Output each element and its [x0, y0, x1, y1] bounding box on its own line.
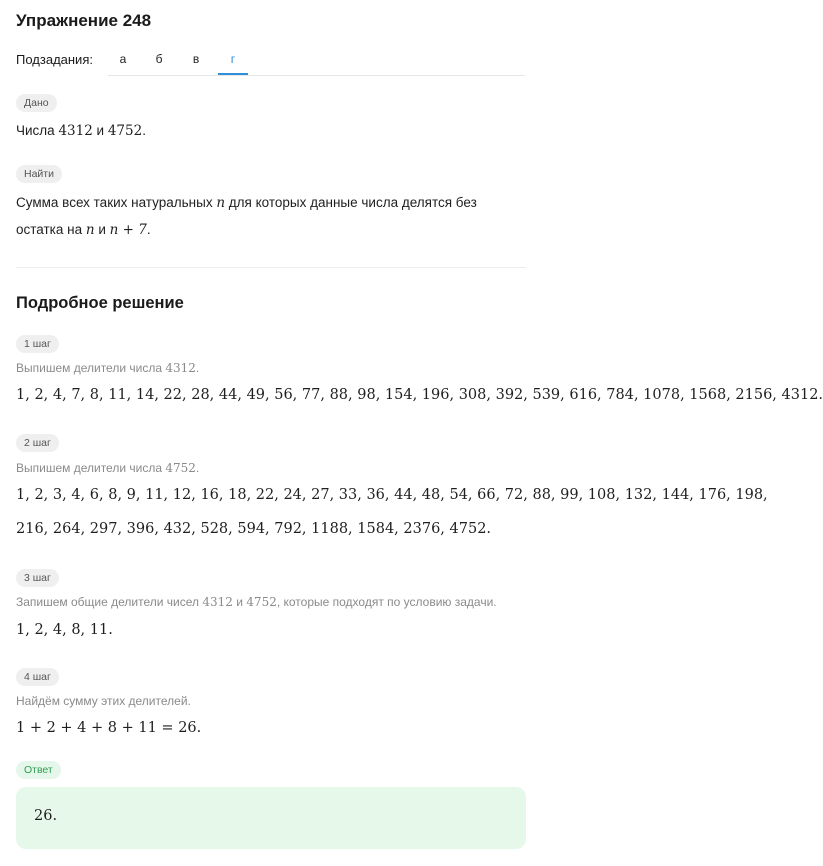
- find-text-line1: Сумма всех таких натуральных n для которых данные числа делятся без: [16, 195, 477, 211]
- step-4-math: 1 + 2 + 4 + 8 + 11 = 26.: [16, 720, 202, 736]
- given-badge: Дано: [16, 94, 57, 112]
- step-2-desc: Выпишем делители числа 4752.: [16, 461, 200, 475]
- step-2-math-line2: 216, 264, 297, 396, 432, 528, 594, 792, 1188, 1584, 2376, 4752.: [16, 521, 492, 537]
- step-3-badge: 3 шаг: [16, 569, 59, 587]
- step-1-badge: 1 шаг: [16, 335, 59, 353]
- step-4-badge: 4 шаг: [16, 668, 59, 686]
- step-1-math: 1, 2, 4, 7, 8, 11, 14, 22, 28, 44, 49, 56, 77, 88, 98, 154, 196, 308, 392, 539, 616, 784, 1078, 1568, 2156, 4312.: [16, 387, 823, 403]
- answer-box: [16, 787, 526, 849]
- find-text-line2: остатка на n и n + 7.: [16, 222, 151, 238]
- find-badge: Найти: [16, 165, 62, 183]
- given-text: Числа 4312 и 4752.: [16, 123, 146, 139]
- step-1-desc: Выпишем делители числа 4312.: [16, 361, 200, 375]
- tab-v[interactable]: в: [192, 52, 200, 66]
- subtasks-label: Подзадания:: [16, 52, 93, 67]
- answer-badge: Ответ: [16, 761, 61, 779]
- step-3-desc: Запишем общие делители чисел 4312 и 4752, которые подходят по условию задачи.: [16, 595, 497, 609]
- page-title: Упражнение 248: [16, 11, 152, 30]
- section-divider: [16, 267, 526, 268]
- step-4-desc: Найдём сумму этих делителей.: [16, 694, 191, 708]
- subtask-tabs: [108, 44, 525, 76]
- tab-b[interactable]: б: [155, 52, 163, 66]
- solution-title: Подробное решение: [16, 294, 184, 312]
- tab-a[interactable]: а: [119, 52, 127, 66]
- tab-g[interactable]: г: [218, 44, 248, 75]
- step-3-math: 1, 2, 4, 8, 11.: [16, 622, 113, 638]
- answer-value: 26.: [34, 808, 58, 824]
- step-2-badge: 2 шаг: [16, 434, 59, 452]
- step-2-math-line1: 1, 2, 3, 4, 6, 8, 9, 11, 12, 16, 18, 22, 24, 27, 33, 36, 44, 48, 54, 66, 72, 88, 99, 108, 132, 144, 176, 198,: [16, 487, 768, 503]
